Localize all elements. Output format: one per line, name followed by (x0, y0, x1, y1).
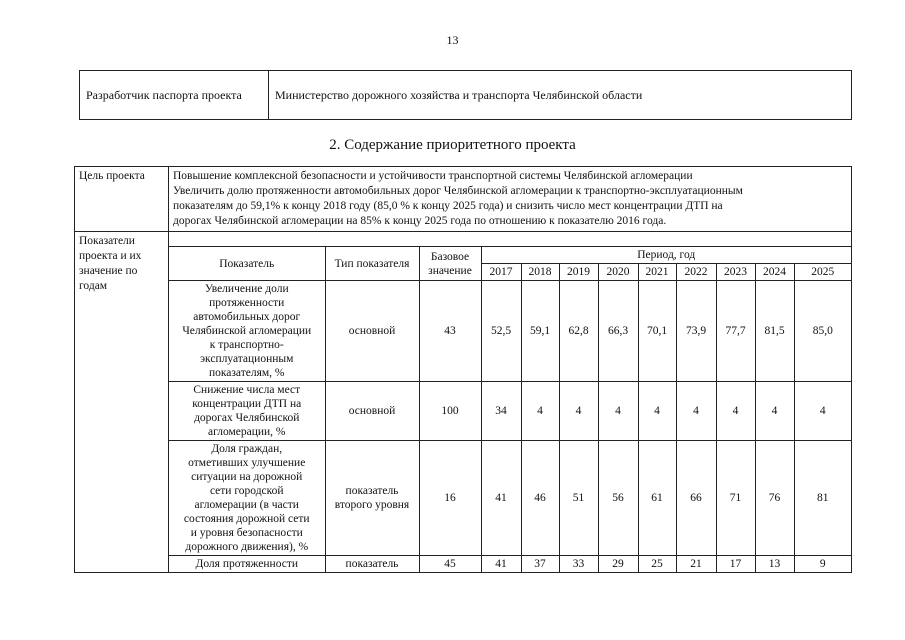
indicator-name-line: Доля граждан, (211, 443, 283, 455)
header-base-line: Базовое (430, 250, 470, 263)
indicator-year-value: 4 (794, 382, 851, 441)
indicator-year-value: 51 (559, 441, 598, 556)
indicator-type-line: второго уровня (334, 499, 410, 511)
indicator-name (169, 441, 325, 556)
indicator-year-value: 13 (755, 556, 794, 573)
indicator-type-line: основной (348, 325, 396, 337)
indicator-year-value: 77,7 (716, 281, 755, 382)
indicators-cell (169, 232, 852, 573)
indicator-row (169, 281, 851, 382)
indicator-year-value: 66,3 (598, 281, 638, 382)
indicator-year-value: 46 (521, 441, 559, 556)
indicator-year-value: 4 (676, 382, 716, 441)
indicator-name-line: протяженности (209, 297, 285, 309)
indicator-year-value: 4 (716, 382, 755, 441)
header-base (419, 247, 481, 281)
indicator-year-value: 25 (638, 556, 676, 573)
header-year: 2020 (598, 264, 638, 281)
indicator-year-value: 29 (598, 556, 638, 573)
header-year: 2024 (755, 264, 794, 281)
developer-value: Министерство дорожного хозяйства и транспорта Челябинской области (269, 71, 852, 120)
indicator-row (169, 441, 851, 556)
header-spacer (169, 232, 851, 247)
indicator-name-line: концентрации ДТП на (192, 398, 302, 410)
indicator-name-line: Доля протяженности (195, 558, 299, 570)
indicator-name-line: Увеличение доли (204, 283, 289, 295)
indicator-name-line: дорогах Челябинской (194, 412, 300, 424)
developer-table (79, 70, 852, 120)
header-year: 2021 (638, 264, 676, 281)
indicator-base: 45 (419, 556, 481, 573)
indicator-name-line: автомобильных дорог (193, 311, 301, 323)
indicator-type-line: показатель (345, 558, 399, 570)
indicator-base: 16 (419, 441, 481, 556)
indicator-year-value: 76 (755, 441, 794, 556)
indicator-year-value: 85,0 (794, 281, 851, 382)
developer-label: Разработчик паспорта проекта (80, 71, 269, 120)
indicator-year-value: 66 (676, 441, 716, 556)
indicator-type (325, 382, 419, 441)
indicator-type (325, 281, 419, 382)
indicator-year-value: 81,5 (755, 281, 794, 382)
header-type: Тип показателя (325, 247, 419, 281)
goal-line: показателям до 59,1% к концу 2018 году (85,0 % к концу 2025 года) и снизить число мест концентрации ДТП на (173, 200, 723, 212)
header-base-line: значение (428, 264, 472, 277)
page-number: 13 (446, 33, 459, 47)
indicator-year-value: 4 (559, 382, 598, 441)
goal-line: Повышение комплексной безопасности и устойчивости транспортной системы Челябинской агломерации (173, 170, 693, 182)
indicator-name-line: ситуации на дорожной (191, 471, 303, 483)
project-content-table (74, 166, 852, 573)
indicator-year-value: 70,1 (638, 281, 676, 382)
indicator-name-line: сети городской (209, 485, 284, 497)
indicator-name-line: к транспортно- (209, 339, 284, 351)
indicator-name-line: дорожного движения), % (185, 541, 309, 553)
indicator-name-line: отметивших улучшение (188, 457, 306, 469)
indicator-year-value: 4 (638, 382, 676, 441)
indicator-year-value: 73,9 (676, 281, 716, 382)
indicator-name-line: состояния дорожной сети (183, 513, 310, 525)
header-period: Период, год (481, 247, 851, 264)
indicator-year-value: 33 (559, 556, 598, 573)
indicator-year-value: 21 (676, 556, 716, 573)
indicator-year-value: 61 (638, 441, 676, 556)
indicator-name-line: и уровня безопасности (190, 527, 303, 539)
indicator-name-line: эксплуатационным (200, 353, 294, 365)
indicator-name-line: агломерации (в части (194, 499, 299, 511)
goal-line: Увеличить долю протяженности автомобильных дорог Челябинской агломерации к транспортно-эксплуатационным (173, 185, 743, 197)
goal-label: Цель проекта (75, 167, 169, 232)
indicator-year-value: 4 (755, 382, 794, 441)
goal-row (75, 167, 852, 232)
indicator-year-value: 81 (794, 441, 851, 556)
indicator-name-line: агломерации, % (207, 426, 286, 438)
header-year: 2018 (521, 264, 559, 281)
indicator-year-value: 17 (716, 556, 755, 573)
indicator-year-value: 9 (794, 556, 851, 573)
indicator-name (169, 382, 325, 441)
indicator-row (169, 382, 851, 441)
indicators-row (75, 232, 852, 573)
indicator-year-value: 62,8 (559, 281, 598, 382)
goal-line: дорогах Челябинской агломерации на 85% к концу 2025 года по отношению к показателю 2016 года. (173, 215, 667, 227)
indicator-type-line: основной (348, 405, 396, 417)
indicator-year-value: 37 (521, 556, 559, 573)
indicator-type (325, 441, 419, 556)
indicators-table (169, 232, 851, 572)
indicators-label (75, 232, 169, 573)
indicator-name (169, 281, 325, 382)
indicator-year-value: 41 (481, 441, 521, 556)
indicator-type (325, 556, 419, 573)
indicator-year-value: 41 (481, 556, 521, 573)
indicator-name (169, 556, 325, 573)
indicators-label-line: значение по (79, 265, 138, 277)
indicator-base: 43 (419, 281, 481, 382)
header-year: 2025 (794, 264, 851, 281)
header-year: 2017 (481, 264, 521, 281)
indicator-name-line: показателям, % (208, 367, 285, 379)
header-year: 2022 (676, 264, 716, 281)
indicators-label-line: годам (79, 280, 108, 292)
indicator-year-value: 52,5 (481, 281, 521, 382)
indicators-label-line: Показатели (79, 235, 135, 247)
indicator-base: 100 (419, 382, 481, 441)
indicators-label-line: проекта и их (79, 250, 142, 262)
indicator-type-line: показатель (345, 485, 399, 497)
header-year: 2019 (559, 264, 598, 281)
indicator-year-value: 56 (598, 441, 638, 556)
indicator-name-line: Челябинской агломерации (182, 325, 312, 337)
indicator-year-value: 71 (716, 441, 755, 556)
indicator-year-value: 4 (598, 382, 638, 441)
indicator-row (169, 556, 851, 573)
header-indicator: Показатель (169, 247, 325, 281)
section-title: 2. Содержание приоритетного проекта (329, 137, 576, 153)
indicator-year-value: 59,1 (521, 281, 559, 382)
indicator-name-line: Снижение числа мест (193, 384, 301, 396)
indicator-year-value: 34 (481, 382, 521, 441)
header-year: 2023 (716, 264, 755, 281)
indicator-year-value: 4 (521, 382, 559, 441)
goal-text (169, 167, 852, 232)
